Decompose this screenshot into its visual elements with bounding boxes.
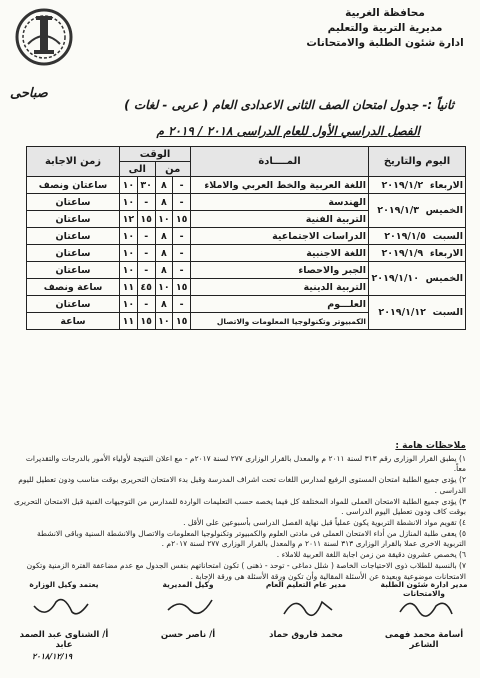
from-hour-cell: ١٠ bbox=[155, 211, 173, 228]
header-day: اليوم والتاريخ bbox=[369, 147, 466, 177]
to-hour-cell: ١٠ bbox=[120, 228, 138, 245]
duration-cell: ساعتان bbox=[27, 194, 120, 211]
signature-deputy-minister: يعتمد وكيل الوزارة أ/ الشناوى عبد الصمد عابد ٢٠١٨/١٢/١٩ bbox=[19, 580, 109, 661]
from-minute-cell: - bbox=[173, 228, 191, 245]
from-minute-cell: - bbox=[173, 245, 191, 262]
duration-cell: ساعة bbox=[27, 313, 120, 330]
from-minute-cell: ١٥ bbox=[173, 279, 191, 296]
to-hour-cell: ١٠ bbox=[120, 296, 138, 313]
to-minute-cell: - bbox=[137, 228, 155, 245]
schedule-title: ثانياً :- جدول امتحان الصف الثانى الاعدادى العام ( عربى - لغات ) bbox=[124, 98, 454, 112]
subject-cell: الدراسات الاجتماعية bbox=[191, 228, 369, 245]
day-cell: السبت ٢٠١٩/١/١٢ bbox=[369, 296, 466, 330]
handwritten-signature-icon bbox=[160, 592, 220, 622]
note-item: ٦) يخصص عشرون دقيقة من زمن اجابة اللغة العربية للاملاء . bbox=[276, 550, 466, 560]
to-hour-cell: ١١ bbox=[120, 279, 138, 296]
table-row bbox=[27, 177, 466, 194]
governorate-label: محافظة الغربية bbox=[345, 7, 425, 19]
header-to: الى bbox=[120, 162, 156, 177]
from-minute-cell: ١٥ bbox=[173, 211, 191, 228]
duration-cell: ساعتان bbox=[27, 245, 120, 262]
header-from: من bbox=[155, 162, 190, 177]
term-title: الفصل الدراسي الأول للعام الدراسى ٢٠١٨ / ٢٠١٩ م bbox=[156, 124, 420, 138]
signature-date: ٢٠١٨/١٢/١٩ bbox=[32, 652, 73, 661]
to-minute-cell: - bbox=[137, 296, 155, 313]
subject-cell: التربية الفنية bbox=[191, 211, 369, 228]
from-hour-cell: ٨ bbox=[155, 194, 173, 211]
subject-cell: الكمبيوتر وتكنولوجيا المعلومات والاتصال bbox=[191, 313, 369, 330]
from-hour-cell: ٨ bbox=[155, 177, 173, 194]
handwritten-signature-icon bbox=[30, 592, 90, 622]
handwritten-signature-icon bbox=[278, 592, 338, 622]
to-minute-cell: ١٥ bbox=[137, 313, 155, 330]
from-minute-cell: - bbox=[173, 177, 191, 194]
notes-heading: ملاحظات هامة : bbox=[395, 441, 466, 451]
duration-cell: ساعتان bbox=[27, 262, 120, 279]
note-item: ٥) يعفى طلبة المنازل من أداء الامتحان العملى فى مادتى العلوم والكمبيوتر وتكنولوجيا المعلومات والاتصال والانشطة السنية وباقى الانشطة التربوية الاخرى عملا بالقرار الوزارى ٣١٣ لسنة ٢٠١١ م والمعدل بالقرار الوزارى ٢٧٧ لسنة ٢٠١٧م . bbox=[36, 529, 466, 549]
directorate-logo-icon bbox=[8, 6, 80, 68]
header-time: الوقت bbox=[120, 147, 191, 162]
exam-schedule-table bbox=[26, 146, 466, 330]
from-minute-cell: - bbox=[173, 296, 191, 313]
table-row bbox=[27, 194, 466, 211]
shift-label: صباحى bbox=[10, 86, 48, 101]
to-hour-cell: ١١ bbox=[120, 313, 138, 330]
to-hour-cell: ١٠ bbox=[120, 245, 138, 262]
header-subject: المــــادة bbox=[191, 147, 369, 177]
subject-cell: الجبر والاحصاء bbox=[191, 262, 369, 279]
notes-section bbox=[14, 440, 466, 583]
note-item: ٧) بالنسبة للطلاب ذوى الاحتياجات الخاصة ( شلل دماغى - توحد - ذهنى ) تكون امتحاناتهم بنفس الجدول مع عدم مضاعفة الفترة الزمنية وتكون الامتحانات موضوعية وبعيدة عن الأسئلة المقالية وأن تكون ورقة الأسئلة هى ورقة الإجابة . bbox=[26, 561, 466, 581]
to-hour-cell: ١٠ bbox=[120, 194, 138, 211]
duration-cell: ساعتان bbox=[27, 211, 120, 228]
day-cell: الخميس ٢٠١٩/١/٣ bbox=[369, 194, 466, 228]
signature-deputy-directorate: وكيل المديرية أ/ ناصر حسن bbox=[142, 580, 234, 589]
to-minute-cell: ٣٠ bbox=[137, 177, 155, 194]
day-cell: السبت ٢٠١٩/١/٥ bbox=[369, 228, 466, 245]
duration-cell: ساعتان bbox=[27, 228, 120, 245]
subject-cell: اللغة الاجنبية bbox=[191, 245, 369, 262]
subject-cell: العلـــوم bbox=[191, 296, 369, 313]
table-row bbox=[27, 245, 466, 262]
to-minute-cell: ٤٥ bbox=[137, 279, 155, 296]
to-hour-cell: ١٠ bbox=[120, 262, 138, 279]
table-row bbox=[27, 296, 466, 313]
signature-students-affairs: مدير ادارة شئون الطلبة والامتحانات أسامة محمد فهمى الشاعر bbox=[380, 580, 468, 650]
day-cell: الاربعاء ٢٠١٩/١/٩ bbox=[369, 245, 466, 262]
note-item: ٢) يؤدى جميع الطلبة امتحان المستوى الرفيع لمدارس اللغات تحت اشراف المدرسة وقبل بدء الامتحان التحريرى بوقت مناسب ودون تعطيل لليوم الدراسى . bbox=[18, 475, 466, 495]
handwritten-signature-icon bbox=[396, 592, 456, 622]
to-minute-cell: - bbox=[137, 194, 155, 211]
to-hour-cell: ١٢ bbox=[120, 211, 138, 228]
subject-cell: الهندسة bbox=[191, 194, 369, 211]
from-hour-cell: ١٠ bbox=[155, 313, 173, 330]
from-hour-cell: ٨ bbox=[155, 296, 173, 313]
from-hour-cell: ١٠ bbox=[155, 279, 173, 296]
subject-cell: التربية الدينية bbox=[191, 279, 369, 296]
note-item: ٣) يؤدى جميع الطلبة الامتحان العملى للمواد المختلفة كل فيما يخصه حسب التعليمات الواردة للمدارس من التوجيهات الفنية قبل الامتحان التحريرى بوقت كاف ودون تعطيل اليوم الدراسى . bbox=[14, 496, 466, 516]
department-label: ادارة شئون الطلبة والامتحانات bbox=[306, 37, 464, 50]
signatures-block bbox=[10, 580, 470, 670]
duration-cell: ساعة ونصف bbox=[27, 279, 120, 296]
from-minute-cell: - bbox=[173, 194, 191, 211]
from-hour-cell: ٨ bbox=[155, 245, 173, 262]
from-minute-cell: - bbox=[173, 262, 191, 279]
day-cell: الخميس ٢٠١٩/١/١٠ bbox=[369, 262, 466, 296]
to-minute-cell: - bbox=[137, 262, 155, 279]
from-minute-cell: ١٥ bbox=[173, 313, 191, 330]
table-row bbox=[27, 262, 466, 279]
header-block bbox=[300, 6, 470, 52]
to-minute-cell: ١٥ bbox=[137, 211, 155, 228]
duration-cell: ساعتان ونصف bbox=[27, 177, 120, 194]
directorate-label: مديرية التربية والتعليم bbox=[327, 22, 443, 35]
to-minute-cell: - bbox=[137, 245, 155, 262]
to-hour-cell: ١٠ bbox=[120, 177, 138, 194]
from-hour-cell: ٨ bbox=[155, 262, 173, 279]
table-row bbox=[27, 228, 466, 245]
day-cell: الاربعاء ٢٠١٩/١/٢ bbox=[369, 177, 466, 194]
from-hour-cell: ٨ bbox=[155, 228, 173, 245]
signature-general-education: مدير عام التعليم العام محمد فاروق حماد bbox=[265, 580, 347, 640]
note-item: ٤) تقويم مواد الانشطة التربوية يكون عملياً قبل نهاية الفصل الدراسى بأسبوعين على الأقل . bbox=[183, 517, 466, 527]
subject-cell: اللغة العربية والخط العربي والاملاء bbox=[191, 177, 369, 194]
note-item: ١) يطبق القرار الوزارى رقم ٣١٣ لسنة ٢٠١١ م والمعدل بالقرار الوزارى ٢٧٧ لسنة ٢٠١٧م - مع اعلان النتيجة لأولياء الأمور بالدرجات والتقديرات معاً. bbox=[25, 454, 466, 474]
duration-cell: ساعتان bbox=[27, 296, 120, 313]
header-duration: زمن الاجابة bbox=[27, 147, 120, 177]
